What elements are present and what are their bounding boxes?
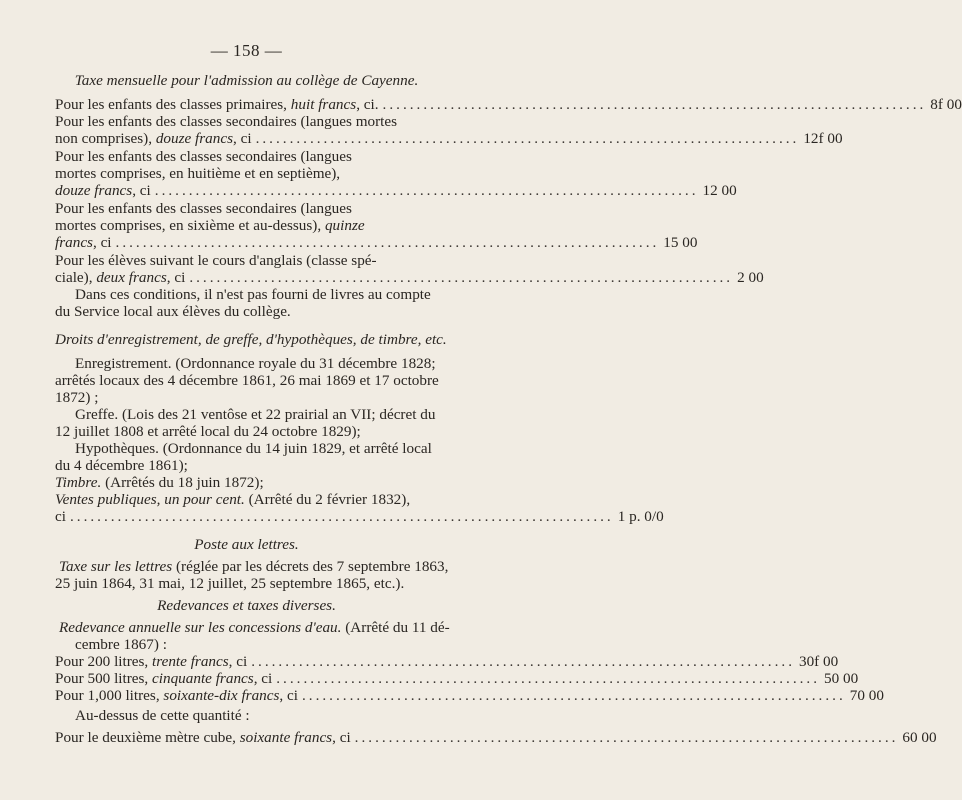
- fee-label: Pour 1,000 litres, soixante-dix francs, ci: [55, 687, 298, 704]
- leader-dots: ................................................................................: [69, 508, 614, 525]
- leader-dots: ................................................................................: [251, 653, 795, 670]
- fee-amount: 8f 00: [930, 96, 962, 113]
- text-line: Greffe. (Lois des 21 ventôse et 22 prairial an VII; décret du: [75, 406, 436, 423]
- fee-row: [55, 729, 937, 747]
- fee-row: [55, 508, 664, 526]
- conditions-line: du Service local aux élèves du collège.: [55, 303, 291, 320]
- text-line: Au-dessus de cette quantité :: [75, 707, 250, 724]
- leader-dots: ................................................................................: [301, 687, 846, 704]
- fee-row: [55, 653, 839, 671]
- fee-label: Pour les enfants des classes primaires, huit francs, ci.: [55, 96, 379, 113]
- fee-label: non comprises), douze francs, ci: [55, 130, 252, 147]
- text-line: Taxe sur les lettres (réglée par les décrets des 7 septembre 1863,: [59, 558, 449, 575]
- page-number: — 158 —: [210, 41, 283, 60]
- fee-label: francs, ci: [55, 234, 112, 251]
- fee-label: ciale), deux francs, ci: [55, 269, 186, 286]
- fee-amount: 12f 00: [803, 130, 843, 147]
- fee-row: [55, 269, 764, 287]
- fee-row: [55, 670, 859, 688]
- fee-amount: 30f 00: [798, 653, 839, 670]
- section1-title: Taxe mensuelle pour l'admission au collège de Cayenne.: [74, 72, 419, 89]
- text-line: arrêtés locaux des 4 décembre 1861, 26 mai 1869 et 17 octobre: [55, 372, 439, 389]
- fee-amount: 12 00: [702, 182, 737, 199]
- fee-text-line: Pour les enfants des classes secondaires (langues mortes: [55, 113, 398, 130]
- fee-label: ci: [55, 508, 66, 525]
- leader-dots: ................................................................................: [189, 269, 734, 286]
- fee-text-line: Pour les enfants des classes secondaires (langues: [55, 148, 352, 165]
- leader-dots: ................................................................................: [115, 234, 660, 251]
- section3-title: Poste aux lettres.: [194, 536, 299, 553]
- leader-dots: ................................................................................: [255, 130, 800, 147]
- text-line: Hypothèques. (Ordonnance du 14 juin 1829, et arrêté local: [75, 440, 432, 457]
- fee-label: Pour le deuxième mètre cube, soixante francs, ci: [55, 729, 351, 746]
- fee-row: [55, 96, 962, 114]
- fee-row: [55, 182, 737, 200]
- fee-text-line: Pour les élèves suivant le cours d'anglais (classe spé-: [55, 252, 377, 269]
- section4-title: Redevances et taxes diverses.: [157, 597, 336, 614]
- fee-amount: 15 00: [663, 234, 698, 251]
- fee-text-line: mortes comprises, en huitième et en septième),: [55, 165, 341, 182]
- text-line: 1872) ;: [55, 389, 99, 406]
- text-line: du 4 décembre 1861);: [55, 457, 188, 474]
- fee-amount: 50 00: [824, 670, 859, 687]
- leader-dots: ................................................................................: [276, 670, 820, 687]
- leader-dots: ................................................................................: [354, 729, 899, 746]
- leader-dots: ................................................................................: [382, 96, 927, 113]
- fee-row: [55, 687, 884, 705]
- text-line: Ventes publiques, un pour cent. (Arrêté du 2 février 1832),: [55, 491, 411, 508]
- fee-label: douze francs, ci: [55, 182, 151, 199]
- text-line: Redevance annuelle sur les concessions d'eau. (Arrêté du 11 dé-: [59, 619, 450, 636]
- fee-amount: 1 p. 0/0: [617, 508, 664, 525]
- fee-label: Pour 200 litres, trente francs, ci: [55, 653, 248, 670]
- fee-text-line: Pour les enfants des classes secondaires (langues: [55, 200, 352, 217]
- leader-dots: ................................................................................: [154, 182, 699, 199]
- fee-row: [55, 130, 843, 148]
- fee-row: [55, 234, 698, 252]
- fee-label: Pour 500 litres, cinquante francs, ci: [55, 670, 273, 687]
- fee-text-line: mortes comprises, en sixième et au-dessus), quinze: [55, 217, 365, 234]
- fee-amount: 60 00: [902, 729, 937, 746]
- text-line: Timbre. (Arrêtés du 18 juin 1872);: [55, 474, 264, 491]
- text-line: Enregistrement. (Ordonnance royale du 31 décembre 1828;: [75, 355, 436, 372]
- conditions-line: Dans ces conditions, il n'est pas fourni de livres au compte: [75, 286, 431, 303]
- section2-title: Droits d'enregistrement, de greffe, d'hypothèques, de timbre, etc.: [55, 331, 447, 348]
- fee-amount: 2 00: [737, 269, 764, 286]
- text-line: 25 juin 1864, 31 mai, 12 juillet, 25 septembre 1865, etc.).: [55, 575, 405, 592]
- fee-amount: 70 00: [849, 687, 884, 704]
- text-line: cembre 1867) :: [75, 636, 167, 653]
- text-line: 12 juillet 1808 et arrêté local du 24 octobre 1829);: [55, 423, 361, 440]
